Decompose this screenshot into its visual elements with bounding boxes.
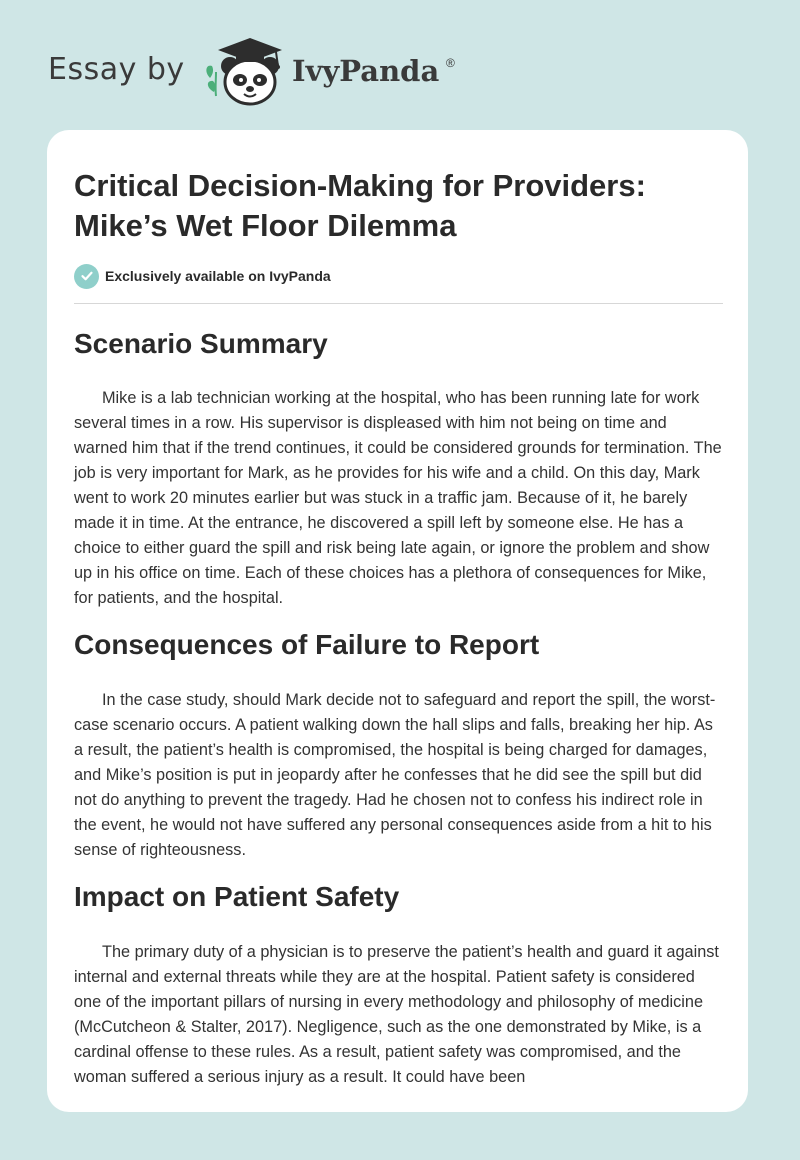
section-paragraph: Mike is a lab technician working at the hospital, who has been running late for work several times in a row. His supervisor is displeased with him not being on time and warned him that if the trend continues, it could be considered grounds for termination. The job is very important for Mark, as he provides for his wife and a child. On this day, Mark went to work 20 minutes earlier but was stuck in a traffic jam. Because of it, he barely made it in time. At the entrance, he discovered a spill left by someone else. He has a choice to either guard the spill and risk being late again, or ignore the problem and show up in his office on time. Each of these choices has a plethora of consequences for Mike, for patients, and the hospital.: [74, 389, 722, 607]
essay-card: [47, 130, 748, 1112]
panda-logo-icon[interactable]: [200, 36, 290, 108]
section-heading-scenario-summary: Scenario Summary: [74, 328, 328, 359]
essay-by-label: Essay by: [48, 52, 185, 87]
brand-name[interactable]: IvyPanda: [292, 54, 440, 88]
section-paragraph: The primary duty of a physician is to preserve the patient’s health and guard it against internal and external threats while they are at the hospital. Patient safety is considered one of the important pillars of nursing in every methodology and philosophy of medicine (McCutcheon & Stalter, 2017). Negligence, such as the one demonstrated by Mike, is a cardinal offense to these rules. As a result, patient safety was compromised, and the woman suffered a serious injury as a result. It could have been: [74, 943, 719, 1086]
essay-body: [74, 323, 724, 1090]
section-paragraph: In the case study, should Mark decide not to safeguard and report the spill, the worst-case scenario occurs. A patient walking down the hall slips and falls, breaking her hip. As a result, the patient’s health is compromised, the hospital is being charged for damages, and Mike’s position is put in jeopardy after he confesses that he did see the spill but did not do anything to prevent the tragedy. Had he chosen not to confess his indirect role in the event, he would not have suffered any personal consequences aside from a hit to his sense of righteousness.: [74, 691, 716, 859]
exclusive-badge: [74, 263, 331, 289]
check-circle-icon: [74, 264, 99, 289]
site-header: [0, 0, 800, 130]
divider: [74, 303, 723, 304]
essay-title: Critical Decision-Making for Providers: Mike’s Wet Floor Dilemma: [74, 168, 646, 243]
registered-mark: ®: [446, 56, 455, 70]
badge-label: Exclusively available on IvyPanda: [105, 268, 331, 284]
section-heading-patient-safety: Impact on Patient Safety: [74, 881, 400, 912]
section-heading-consequences: Consequences of Failure to Report: [74, 629, 540, 660]
